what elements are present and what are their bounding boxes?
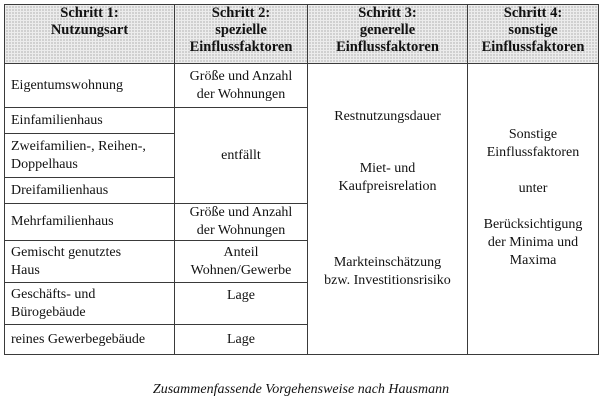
factor-text: Größe und Anzahl bbox=[189, 68, 293, 84]
header-step-4-line2: sonstige bbox=[508, 22, 558, 38]
factor-text: der Wohnungen bbox=[196, 223, 286, 238]
header-step-4-line1: Schritt 4: bbox=[503, 5, 563, 21]
usage-cell bbox=[5, 134, 175, 178]
header-row bbox=[5, 5, 599, 64]
usage-text: Dreifamilienhaus bbox=[11, 182, 109, 198]
usage-text: Geschäfts- und bbox=[11, 286, 96, 302]
header-step-2-line2: spezielle bbox=[215, 22, 267, 38]
header-step-1-line2: Nutzungsart bbox=[50, 22, 129, 38]
header-step-3 bbox=[308, 5, 468, 64]
general-factor-rent-price-line2: Kaufpreisrelation bbox=[338, 179, 437, 194]
usage-cell bbox=[5, 108, 175, 134]
usage-text: reines Gewerbegebäude bbox=[11, 331, 146, 347]
header-step-3-line1: Schritt 3: bbox=[358, 5, 417, 21]
factor-cell bbox=[175, 204, 308, 241]
other-factor-line4: Berücksichtigung bbox=[483, 217, 583, 232]
general-factor-remaining-life: Restnutzungsdauer bbox=[334, 109, 441, 124]
factor-text: Größe und Anzahl bbox=[189, 205, 293, 220]
header-step-4-line3: Einflussfaktoren bbox=[481, 39, 585, 55]
header-step-2 bbox=[175, 5, 308, 64]
header-step-3-line2: generelle bbox=[359, 22, 416, 38]
header-step-3-line3: Einflussfaktoren bbox=[336, 39, 439, 55]
usage-text: Einfamilienhaus bbox=[11, 112, 103, 128]
factor-cell bbox=[175, 325, 308, 355]
other-factors-cell bbox=[468, 64, 599, 355]
usage-cell bbox=[5, 283, 175, 325]
factor-cell bbox=[175, 283, 308, 325]
general-factors-cell bbox=[308, 64, 468, 355]
factor-cell bbox=[175, 241, 308, 283]
usage-cell bbox=[5, 241, 175, 283]
table-row bbox=[5, 64, 599, 108]
other-factor-line1: Sonstige bbox=[508, 127, 558, 142]
factor-text: Anteil bbox=[223, 244, 259, 260]
header-step-1 bbox=[5, 5, 175, 64]
factor-text: Lage bbox=[227, 288, 255, 303]
factor-cell-merged bbox=[175, 108, 308, 204]
header-step-4 bbox=[468, 5, 599, 64]
header-step-2-line3: Einflussfaktoren bbox=[189, 39, 293, 55]
usage-cell bbox=[5, 204, 175, 241]
other-factor-line2: Einflussfaktoren bbox=[486, 145, 580, 160]
factor-text: Wohnen/Gewerbe bbox=[190, 262, 292, 278]
header-step-2-line1: Schritt 2: bbox=[211, 5, 271, 21]
other-factor-line3: unter bbox=[518, 181, 548, 196]
general-factor-market-line1: Markteinschätzung bbox=[333, 255, 442, 270]
factor-text: Lage bbox=[227, 331, 255, 347]
header-step-1-line1: Schritt 1: bbox=[60, 5, 119, 21]
factor-cell bbox=[175, 64, 308, 108]
usage-text: Gemischt genutztes bbox=[11, 244, 122, 260]
usage-text: Zweifamilien-, Reihen-, bbox=[11, 138, 146, 154]
general-factor-rent-price-line1: Miet- und bbox=[359, 161, 416, 176]
usage-cell bbox=[5, 325, 175, 355]
usage-text: Bürogebäude bbox=[11, 304, 86, 320]
usage-cell bbox=[5, 178, 175, 204]
usage-cell bbox=[5, 64, 175, 108]
factor-text: der Wohnungen bbox=[196, 86, 286, 102]
other-factor-line5: der Minima und bbox=[487, 235, 579, 250]
table-caption: Zusammenfassende Vorgehensweise nach Hausmann bbox=[152, 382, 450, 397]
approach-table bbox=[4, 4, 599, 355]
usage-text: Mehrfamilienhaus bbox=[11, 214, 114, 229]
general-factor-market-line2: bzw. Investitionsrisiko bbox=[324, 273, 451, 288]
factor-text: entfällt bbox=[221, 147, 261, 163]
other-factor-line6: Maxima bbox=[509, 253, 557, 268]
usage-text: Haus bbox=[11, 262, 40, 278]
usage-text: Eigentumswohnung bbox=[11, 77, 123, 93]
usage-text: Doppelhaus bbox=[11, 156, 78, 172]
